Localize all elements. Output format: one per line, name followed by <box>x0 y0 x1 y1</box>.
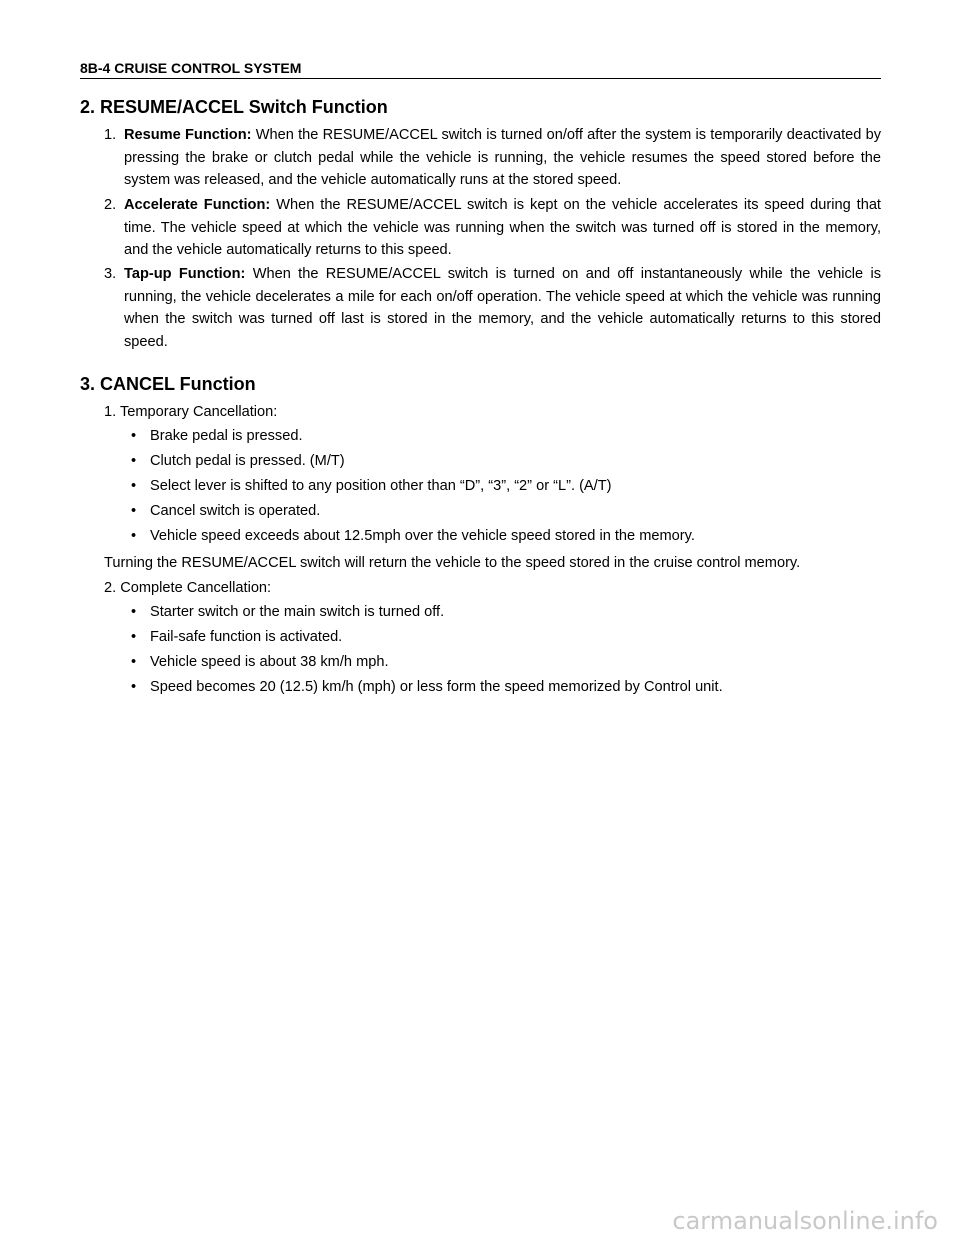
item-3-number: 3. <box>104 266 117 282</box>
item-3-paragraph <box>124 263 881 353</box>
bullet-icon: • <box>131 604 137 620</box>
item-1-number: 1. <box>104 127 117 143</box>
complete-cancellation-title: 2. Complete Cancellation: <box>104 580 272 596</box>
item-2-text: When the RESUME/ACCEL switch is kept on the vehicle accelerates its speed during that time. The vehicle speed at which the vehicle was running when the switch was turned off is stored in the memory, and the vehicle automatically returns to this speed. <box>124 197 881 258</box>
bullet-icon: • <box>131 478 137 494</box>
bullet-icon: • <box>131 528 137 544</box>
bullet-icon: • <box>131 654 137 670</box>
item-2-paragraph <box>124 194 881 262</box>
bullet-icon: • <box>131 679 137 695</box>
item-2-number: 2. <box>104 197 117 213</box>
bullet-icon: • <box>131 428 137 444</box>
item-3-text: When the RESUME/ACCEL switch is turned on and off instantaneously while the vehicle is running, the vehicle decelerates a mile for each on/off operation. The vehicle speed at which the vehicle was running when the switch was turned off last is stored in the memory, and the vehicle automatically returns to this stored speed. <box>124 266 881 350</box>
watermark: carmanualsonline.info <box>672 1207 938 1235</box>
bullet-icon: • <box>131 503 137 519</box>
page-header: 8B-4 CRUISE CONTROL SYSTEM <box>80 60 881 79</box>
cancel-note: Turning the RESUME/ACCEL switch will return the vehicle to the speed stored in the cruise control memory. <box>104 555 801 571</box>
bullet-icon: • <box>131 453 137 469</box>
item-1-text: When the RESUME/ACCEL switch is turned on/off after the system is temporarily deactivated by pressing the brake or clutch pedal while the vehicle is running, the vehicle resumes the speed stored before the system was released, and the vehicle automatically runs at the stored speed. <box>124 127 882 188</box>
item-2-label: Accelerate Function: <box>124 197 271 213</box>
item-1-label: Resume Function: <box>124 127 252 143</box>
temporary-cancellation-title: 1. Temporary Cancellation: <box>104 404 278 420</box>
bullet-icon: • <box>131 629 137 645</box>
item-3-label: Tap-up Function: <box>124 266 246 282</box>
section-3-heading: 3. CANCEL Function <box>80 374 256 394</box>
item-1-paragraph <box>124 124 881 192</box>
section-2-heading: 2. RESUME/ACCEL Switch Function <box>80 97 388 117</box>
